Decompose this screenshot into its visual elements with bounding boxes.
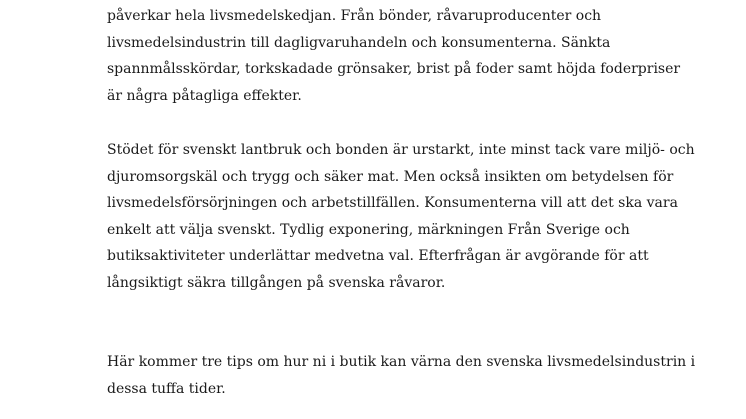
text-line: spannmålsskördar, torkskadade grönsaker, brist på foder samt höjda foderpriser (107, 61, 681, 77)
text-line: dessa tuffa tider. (107, 380, 226, 397)
text-line: livsmedelsförsörjningen och arbetstillfällen. Konsumenterna vill att det ska vara (107, 195, 678, 211)
paragraph-effects (107, 3, 680, 109)
paragraph-support (107, 137, 695, 296)
text-line: djuromsorgskäl och trygg och säker mat. Men också insikten om betydelsen för (107, 168, 674, 185)
text-line: livsmedelsindustrin till dagligvaruhandeln och konsumenterna. Sänkta (107, 34, 611, 51)
text-line: butiksaktiviteter underlättar medvetna val. Efterfrågan är avgörande för att (107, 248, 649, 264)
text-line: Här kommer tre tips om hur ni i butik kan värna den svenska livsmedelsindustrin i (107, 354, 696, 370)
text-line: enkelt att välja svenskt. Tydlig exponering, märkningen Från Sverige och (107, 221, 630, 238)
paragraph-tips-intro (107, 349, 695, 402)
text-line: påverkar hela livsmedelskedjan. Från bönder, råvaruproducenter och (107, 8, 602, 24)
text-line: långsiktigt säkra tillgången på svenska råvaror. (107, 274, 446, 291)
text-line: är några påtagliga effekter. (107, 87, 302, 104)
text-line: Stödet för svenskt lantbruk och bonden är urstarkt, inte minst tack vare miljö- och (107, 142, 695, 158)
